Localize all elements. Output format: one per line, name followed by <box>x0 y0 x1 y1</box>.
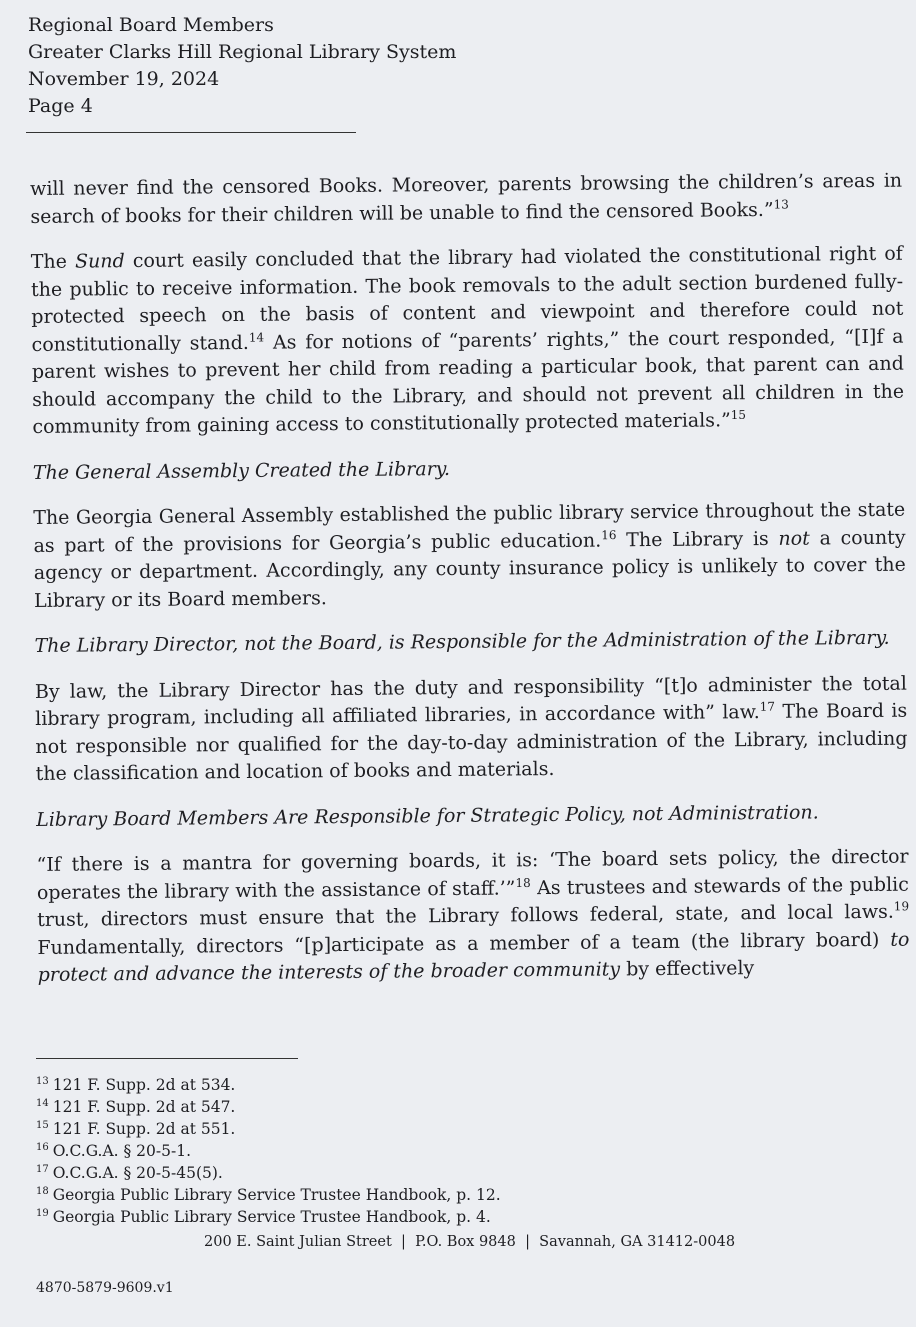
footnote-item <box>36 1184 501 1206</box>
paragraph-3 <box>33 497 906 615</box>
paragraph-1 <box>30 168 902 231</box>
paragraph-text: By law, the Library Director has the duty and responsibility “[t]o administer the total library program, including all affiliated libraries, in accordance with” law. <box>34 672 908 730</box>
case-name: Sund <box>74 250 125 273</box>
footnote-item <box>36 1206 501 1228</box>
emphasis-text: to protect and advance the interests of the broader community <box>37 928 910 986</box>
footnote-text: Georgia Public Library Service Trustee Handbook, p. 12. <box>52 1186 501 1204</box>
footnote-number: 14 <box>36 1097 49 1109</box>
footnote-text: 121 F. Supp. 2d at 547. <box>52 1098 236 1116</box>
paragraph-text: Fundamentally, directors “[p]articipate as a member of a team (the library board) <box>37 928 891 959</box>
paragraph-text: As trustees and stewards of the public trust, directors must ensure that the Library follows federal, state, and local laws. <box>37 873 909 931</box>
footnote-number: 15 <box>36 1119 49 1131</box>
footnote-number: 16 <box>36 1141 49 1153</box>
paragraph-2 <box>31 241 905 442</box>
footnote-ref: 13 <box>773 196 789 212</box>
paragraph-text: court easily concluded that the library had violated the constitutional right of the public to receive information. The book removals to the adult section burdened fully-protected speech on the basis of content and viewpoint and therefore could not constitutionally stand. <box>30 242 904 356</box>
footnote-ref: 19 <box>893 899 910 914</box>
footnote-ref: 16 <box>601 527 617 542</box>
footnote-number: 13 <box>36 1075 49 1087</box>
emphasis-text: not <box>778 527 810 550</box>
footnote-item <box>36 1140 501 1162</box>
footnote-text: O.C.G.A. § 20-5-1. <box>52 1142 192 1160</box>
footnote-number: 18 <box>36 1185 49 1197</box>
footnote-ref: 18 <box>515 875 531 890</box>
footnote-item <box>36 1118 501 1140</box>
paragraph-text: The Board is not responsible nor qualified for the day-to-day administration of the Library, including the classification and location of books and materials. <box>35 699 908 785</box>
letter-header <box>28 12 456 120</box>
paragraph-text: The Georgia General Assembly established the public library service throughout the state as part of the provisions for Georgia’s public education. <box>33 498 906 557</box>
paragraph-text: As for notions of “parents’ rights,” the court responded, “[I]f a parent wishes to prevent her child from reading a particular book, that parent can and should accompany the child to the Library, and should not prevent all children in the community from gaining access to constitutionally protected materials.” <box>31 325 905 438</box>
letter-body <box>30 168 910 1008</box>
paragraph-text: will never find the censored Books. Moreover, parents browsing the children’s areas in search of books for their children will be unable to find the censored Books.” <box>30 169 903 228</box>
paragraph-5 <box>36 844 909 990</box>
section-heading: Library Board Members Are Responsible for Strategic Policy, not Administration. <box>36 800 819 831</box>
header-divider <box>26 132 356 133</box>
organization-line: Greater Clarks Hill Regional Library System <box>28 41 457 63</box>
page-number: Page 4 <box>28 95 93 117</box>
paragraph-text: The <box>30 250 76 273</box>
document-id: 4870-5879-9609.v1 <box>36 1280 174 1296</box>
footnote-text: Georgia Public Library Service Trustee Handbook, p. 4. <box>52 1208 491 1226</box>
footnote-ref: 15 <box>730 407 747 422</box>
footer-address: 200 E. Saint Julian Street | P.O. Box 9848 | Savannah, GA 31412-0048 <box>204 1234 736 1250</box>
paragraph-4 <box>35 670 908 788</box>
footnote-item <box>36 1074 501 1096</box>
footnotes <box>36 1074 501 1228</box>
footnote-item <box>36 1096 501 1118</box>
paragraph-text: by effectively <box>619 957 755 981</box>
footnote-item <box>36 1162 501 1184</box>
footnote-text: 121 F. Supp. 2d at 551. <box>52 1120 236 1138</box>
footnote-ref: 17 <box>759 699 776 714</box>
footnote-ref: 14 <box>248 329 265 345</box>
footnote-text: 121 F. Supp. 2d at 534. <box>52 1076 236 1094</box>
footnote-divider <box>36 1058 298 1059</box>
footnote-number: 17 <box>36 1163 49 1175</box>
section-heading: The Library Director, not the Board, is Responsible for the Administration of the Library. <box>34 626 890 657</box>
section-heading: The General Assembly Created the Library. <box>32 457 451 484</box>
recipient-line: Regional Board Members <box>28 14 274 36</box>
paragraph-text: The Library is <box>616 527 779 551</box>
footnote-text: O.C.G.A. § 20-5-45(5). <box>52 1164 223 1182</box>
date-line: November 19, 2024 <box>28 68 220 90</box>
footnote-number: 19 <box>36 1207 49 1219</box>
paragraph-text: “If there is a mantra for governing boards, it is: ‘The board sets policy, the director operates the library with the assistance of staff.’” <box>36 845 909 904</box>
paragraph-text: a county agency or department. Accordingly, any county insurance policy is unlikely to cover the Library or its Board members. <box>33 526 906 612</box>
